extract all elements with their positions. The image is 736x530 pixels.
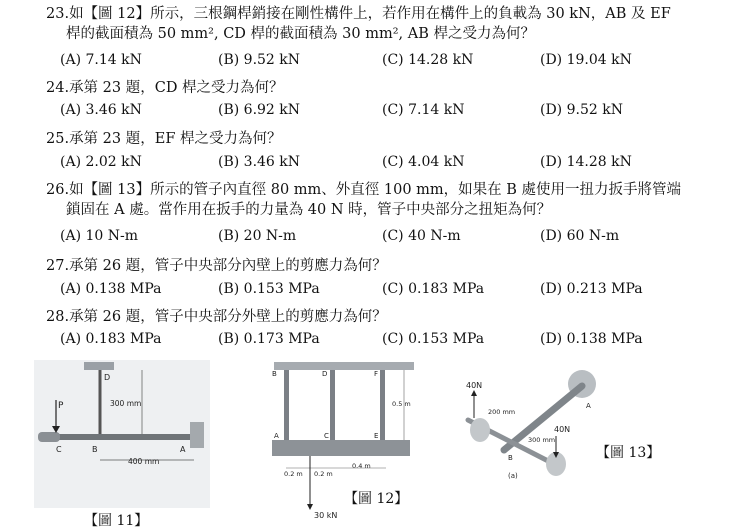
question-23 <box>46 4 671 44</box>
dim-vertical: 300 mm <box>110 399 142 408</box>
options-23 <box>60 52 730 72</box>
option-b: (B) 20 N-m <box>218 228 297 244</box>
option-a: (A) 3.46 kN <box>60 102 142 118</box>
rod-cd <box>330 370 335 442</box>
force-mid-label: 40N <box>554 425 571 434</box>
option-c: (C) 0.153 MPa <box>382 331 485 347</box>
question-27 <box>46 256 387 276</box>
question-number: 23. <box>46 6 70 22</box>
question-number: 27. <box>46 258 70 274</box>
load-label: 30 kN <box>314 511 338 518</box>
label-d: D <box>104 373 111 382</box>
figure-13-drawing <box>462 360 602 488</box>
dim-b: 0.2 m <box>314 470 333 478</box>
option-c: (C) 7.14 kN <box>382 102 465 118</box>
wall-support-a <box>190 422 204 448</box>
force-top-label: 40N <box>466 381 483 390</box>
question-text: 承第 23 題，CD 桿之受力為何？ <box>69 80 284 96</box>
figure-11-caption: 【圖 11】 <box>84 513 149 529</box>
option-d: (D) 0.138 MPa <box>540 331 643 347</box>
option-c: (C) 0.183 MPa <box>382 281 485 297</box>
label-f: F <box>374 370 379 378</box>
hand-left <box>470 418 490 442</box>
question-text: 如【圖 12】所示，三根鋼桿銷接在剛性構件上，若作用在構件上的負載為 30 kN，AB 及 EF <box>69 6 671 22</box>
question-24 <box>46 78 284 98</box>
options-25 <box>60 154 730 174</box>
label-b: B <box>272 370 277 378</box>
figure-13 <box>462 360 602 488</box>
option-c: (C) 14.28 kN <box>382 52 474 68</box>
option-d: (D) 14.28 kN <box>540 154 632 170</box>
option-a: (A) 10 N-m <box>60 228 139 244</box>
figure-12-caption: 【圖 12】 <box>344 491 409 507</box>
figure-13-caption: 【圖 13】 <box>596 445 661 461</box>
option-b: (B) 9.52 kN <box>218 52 301 68</box>
question-text: 承第 23 題，EF 桿之受力為何？ <box>69 131 282 147</box>
option-b: (B) 6.92 kN <box>218 102 301 118</box>
question-26 <box>46 180 681 220</box>
lever-handle <box>38 432 60 442</box>
options-27 <box>60 281 730 301</box>
label-e: E <box>374 432 379 440</box>
option-b: (B) 3.46 kN <box>218 154 301 170</box>
label-d: D <box>322 370 328 378</box>
dim-height: 0.5 m <box>392 400 411 408</box>
option-d: (D) 19.04 kN <box>540 52 632 68</box>
figure-11-drawing <box>34 360 210 508</box>
options-24 <box>60 102 730 122</box>
dim-c: 0.4 m <box>352 462 371 470</box>
option-a: (A) 2.02 kN <box>60 154 142 170</box>
label-c: C <box>56 445 62 454</box>
question-number: 28. <box>46 309 70 325</box>
options-26 <box>60 228 730 248</box>
option-d: (D) 60 N-m <box>540 228 620 244</box>
label-c: C <box>324 432 329 440</box>
options-28 <box>60 331 730 351</box>
question-text-continued: 桿的截面積為 50 mm², CD 桿的截面積為 30 mm², AB 桿之受力為何？ <box>66 26 535 42</box>
question-number: 26. <box>46 182 70 198</box>
option-b: (B) 0.153 MPa <box>218 281 320 297</box>
label-a: A <box>180 445 186 454</box>
option-d: (D) 9.52 kN <box>540 102 623 118</box>
question-text-continued: 鎖固在 A 處。當作用在扳手的力量為 40 N 時，管子中央部分之扭矩為何？ <box>66 202 552 218</box>
rod-ef <box>380 370 385 442</box>
question-number: 24. <box>46 80 70 96</box>
dim-200: 200 mm <box>488 408 516 416</box>
question-28 <box>46 307 387 327</box>
dim-a: 0.2 m <box>284 470 303 478</box>
option-c: (C) 4.04 kN <box>382 154 465 170</box>
rigid-member <box>272 440 410 456</box>
option-a: (A) 7.14 kN <box>60 52 142 68</box>
rod-ab <box>284 370 289 442</box>
dim-300: 300 mm <box>528 436 556 444</box>
lever-bar <box>42 434 197 440</box>
dim-horizontal: 400 mm <box>128 457 160 466</box>
option-a: (A) 0.183 MPa <box>60 331 162 347</box>
label-a: A <box>274 432 279 440</box>
label-a: A <box>586 402 591 410</box>
option-a: (A) 0.138 MPa <box>60 281 162 297</box>
question-text: 如【圖 13】所示的管子內直徑 80 mm、外直徑 100 mm，如果在 B 處使用一扭力扳手將管端 <box>69 182 682 198</box>
top-support <box>274 362 414 370</box>
ceiling-support <box>84 362 114 370</box>
label-b: B <box>508 454 513 462</box>
option-b: (B) 0.173 MPa <box>218 331 320 347</box>
label-b: B <box>92 445 98 454</box>
figure-11 <box>34 360 210 529</box>
option-d: (D) 0.213 MPa <box>540 281 643 297</box>
question-number: 25. <box>46 131 70 147</box>
question-text: 承第 26 題，管子中央部分外壁上的剪應力為何？ <box>69 309 387 325</box>
label-p: P <box>58 401 64 411</box>
option-c: (C) 40 N-m <box>382 228 461 244</box>
question-text: 承第 26 題，管子中央部分內壁上的剪應力為何？ <box>69 258 387 274</box>
question-25 <box>46 129 282 149</box>
figure-12 <box>268 362 418 518</box>
label-sub: (a) <box>508 472 518 480</box>
